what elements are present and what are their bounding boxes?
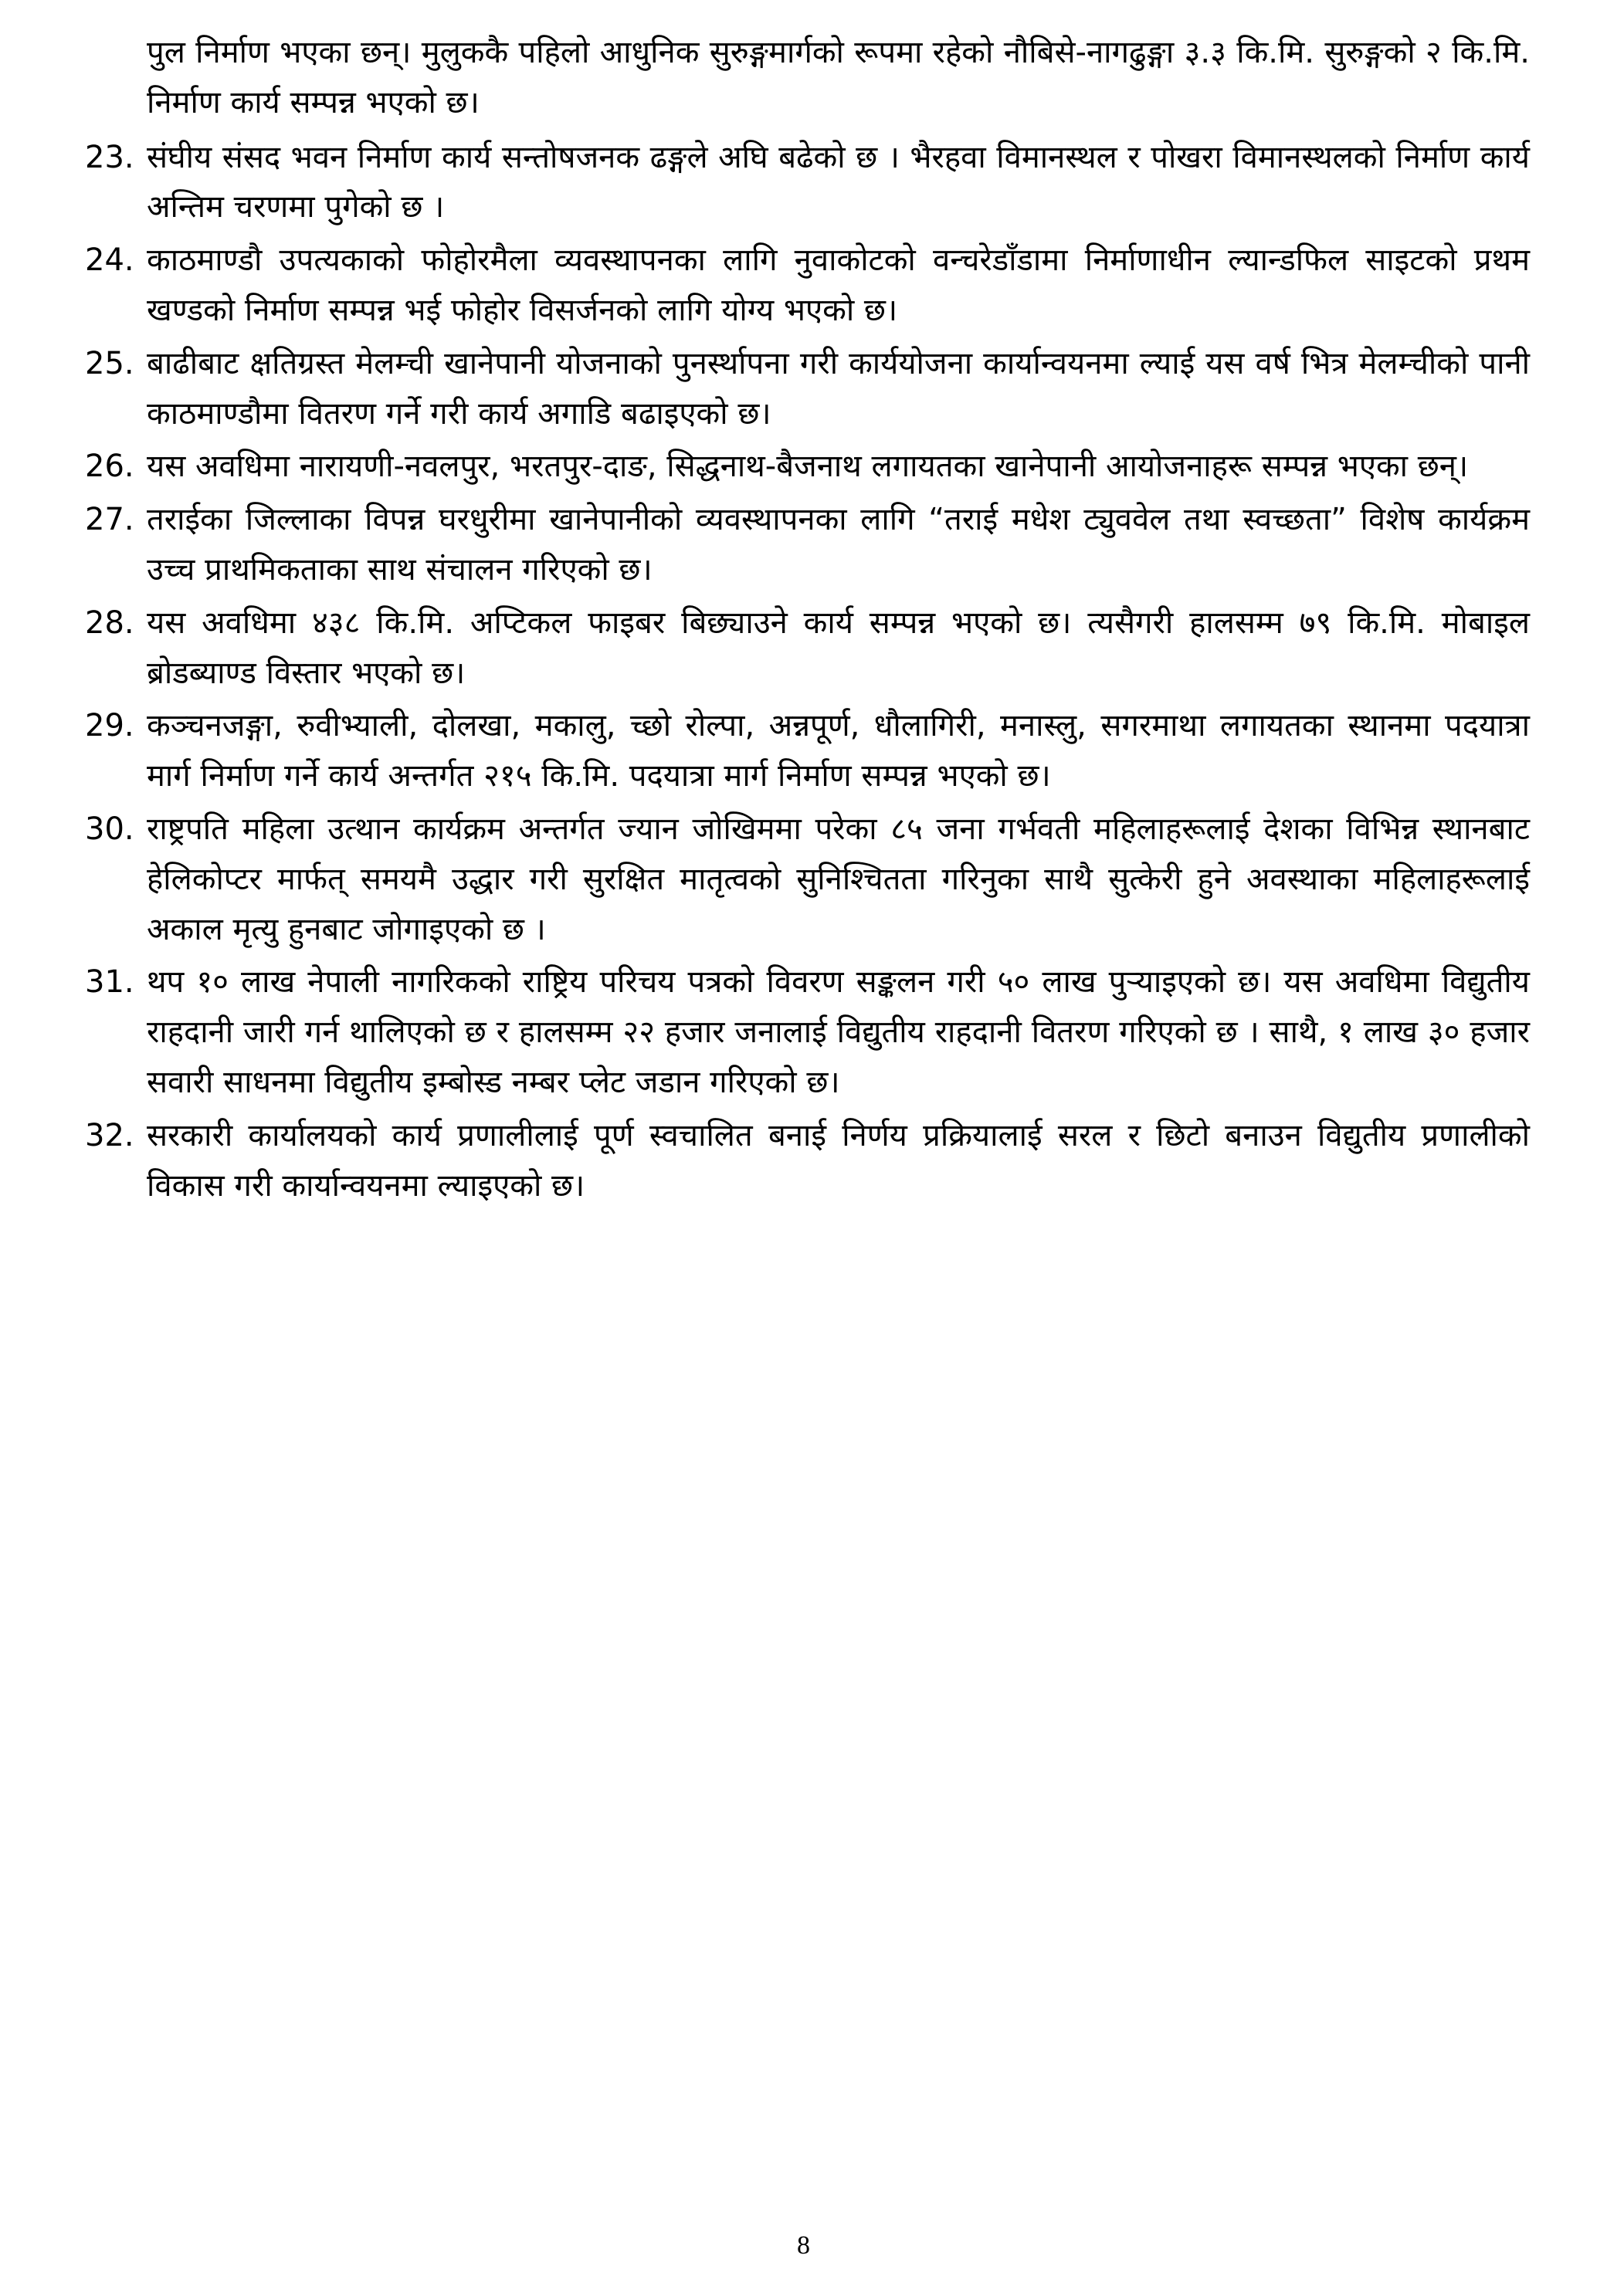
list-item-number: 26. [85,449,134,485]
list-item-text: संघीय संसद भवन निर्माण कार्य सन्तोषजनक ढङ्गले अघि बढेको छ । भैरहवा विमानस्थल र पोखरा विमानस्थलको निर्माण कार्य अन्तिम चरणमा पुगेको छ । [147,139,1530,225]
list-item-number: 30. [85,811,134,847]
list-item [85,442,1530,492]
document-body [85,28,1530,1211]
list-item-text: यस अवधिमा ४३८ कि.मि. अप्टिकल फाइबर बिछ्याउने कार्य सम्पन्न भएको छ। त्यसैगरी हालसम्म ७९ कि.मि. मोबाइल ब्रोडब्याण्ड विस्तार भएको छ। [147,604,1530,691]
list-item-text: सरकारी कार्यालयको कार्य प्रणालीलाई पूर्ण स्वचालित बनाई निर्णय प्रक्रियालाई सरल र छिटो बनाउन विद्युतीय प्रणालीको विकास गरी कार्यान्वयनमा ल्याइएको छ। [147,1117,1530,1204]
list-item-text: यस अवधिमा नारायणी-नवलपुर, भरतपुर-दाङ, सिद्धनाथ-बैजनाथ लगायतका खानेपानी आयोजनाहरू सम्पन्न भएका छन्। [147,449,1469,485]
list-item-number: 31. [85,964,134,1001]
list-item [85,957,1530,1107]
list-item [85,133,1530,233]
list-item [85,804,1530,954]
list-item-number: 24. [85,242,134,279]
list-item-text: बाढीबाट क्षतिग्रस्त मेलम्ची खानेपानी योजनाको पुनर्स्थापना गरी कार्ययोजना कार्यान्वयनमा ल्याई यस वर्ष भित्र मेलम्चीको पानी काठमाण्डौमा वितरण गर्ने गरी कार्य अगाडि बढाइएको छ। [147,345,1530,432]
leading-paragraph [85,28,1530,128]
list-item-number: 25. [85,345,134,381]
list-item [85,1111,1530,1211]
list-item-text: तराईका जिल्लाका विपन्न घरधुरीमा खानेपानीको व्यवस्थापनका लागि “तराई मधेश ट्युववेल तथा स्वच्छता” विशेष कार्यक्रम उच्च प्राथमिकताका साथ संचालन गरिएको छ। [147,502,1530,588]
list-item-number: 32. [85,1117,134,1153]
list-item-number: 23. [85,139,134,175]
page-number: 8 [797,2231,810,2260]
list-item [85,598,1530,699]
list-item-number: 29. [85,708,134,744]
list-item [85,701,1530,801]
leading-paragraph-text: पुल निर्माण भएका छन्। मुलुककै पहिलो आधुनिक सुरुङ्गमार्गको रूपमा रहेको नौबिसे-नागढुङ्गा ३.३ कि.मि. सुरुङ्गको २ कि.मि. निर्माण कार्य सम्पन्न भएको छ। [147,35,1530,120]
list-item [85,339,1530,439]
list-item-text: थप १० लाख नेपाली नागरिकको राष्ट्रिय परिचय पत्रको विवरण सङ्कलन गरी ५० लाख पुऱ्याइएको छ। यस अवधिमा विद्युतीय राहदानी जारी गर्न थालिएको छ र हालसम्म २२ हजार जनालाई विद्युतीय राहदानी वितरण गरिएको छ । साथै, १ लाख ३० हजार सवारी साधनमा विद्युतीय इम्बोस्ड नम्बर प्लेट जडान गरिएको छ। [147,964,1530,1100]
list-item [85,495,1530,595]
list-item [85,235,1530,336]
list-item-number: 28. [85,604,134,641]
list-item-number: 27. [85,502,134,538]
list-item-text: राष्ट्रपति महिला उत्थान कार्यक्रम अन्तर्गत ज्यान जोखिममा परेका ८५ जना गर्भवती महिलाहरूलाई देशका विभिन्न स्थानबाट हेलिकोप्टर मार्फत् समयमै उद्धार गरी सुरक्षित मातृत्वको सुनिश्चितता गरिनुका साथै सुत्केरी हुने अवस्थाका महिलाहरूलाई अकाल मृत्यु हुनबाट जोगाइएको छ । [147,811,1530,947]
list-item-text: काठमाण्डौ उपत्यकाको फोहोरमैला व्यवस्थापनका लागि नुवाकोटको वन्चरेडाँडामा निर्माणाधीन ल्यान्डफिल साइटको प्रथम खण्डको निर्माण सम्पन्न भई फोहोर विसर्जनको लागि योग्य भएको छ। [147,242,1530,328]
list-item-text: कञ्चनजङ्गा, रुवीभ्याली, दोलखा, मकालु, च्छो रोल्पा, अन्नपूर्ण, धौलागिरी, मनास्लु, सगरमाथा लगायतका स्थानमा पदयात्रा मार्ग निर्माण गर्ने कार्य अन्तर्गत २१५ कि.मि. पदयात्रा मार्ग निर्माण सम्पन्न भएको छ। [147,708,1530,794]
